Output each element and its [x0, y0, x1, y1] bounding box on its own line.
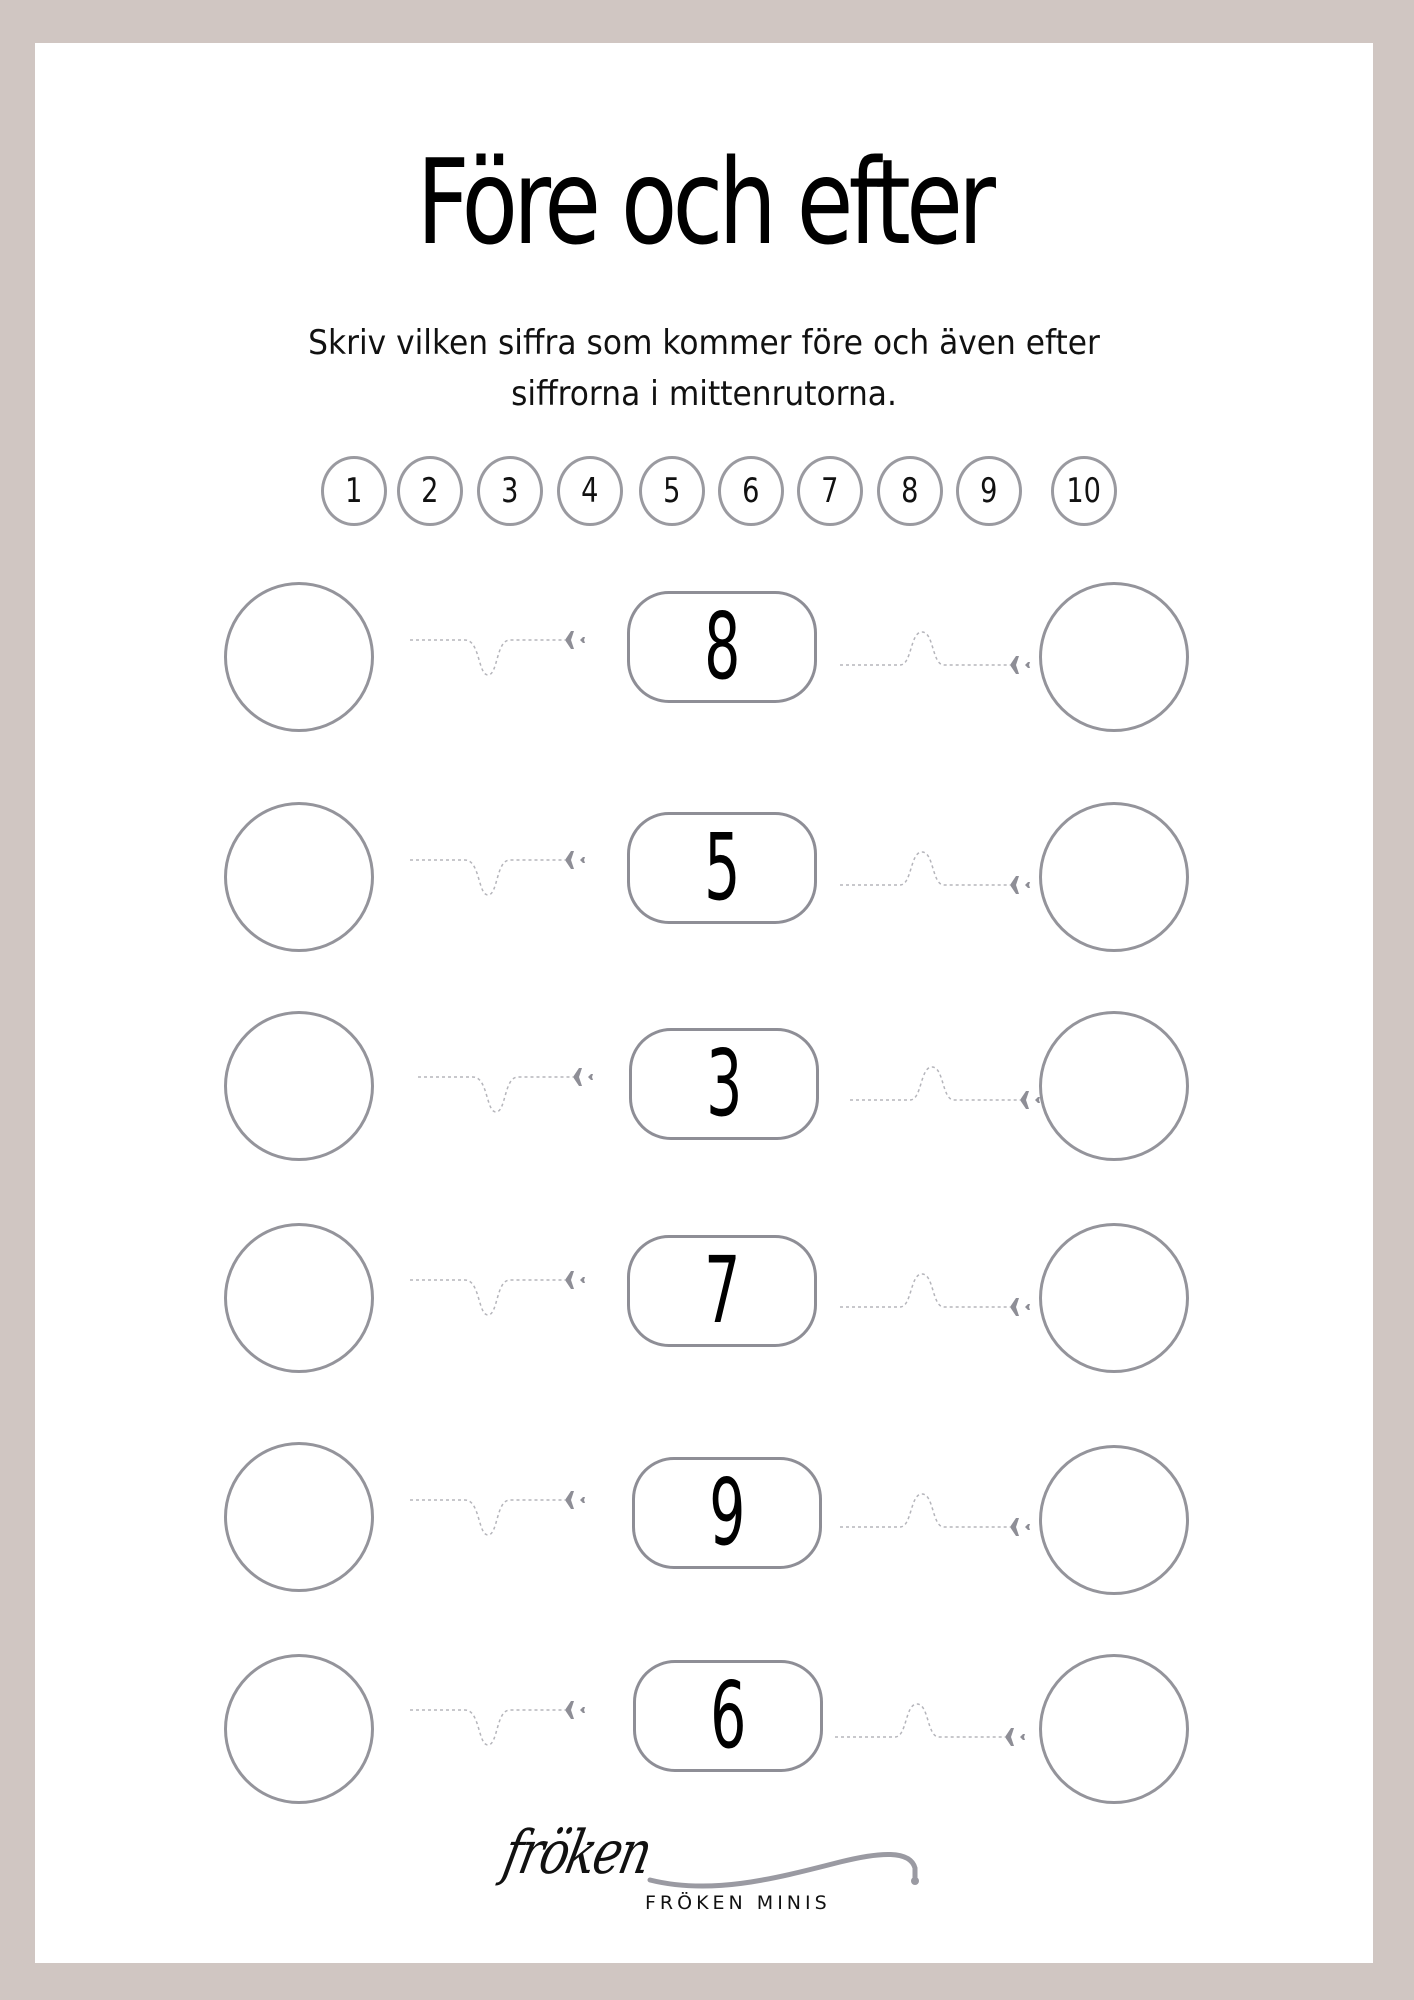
number-line-item — [477, 456, 543, 526]
middle-number: 3 — [705, 1030, 743, 1137]
number-label: 4 — [581, 471, 599, 511]
number-label: 1 — [345, 471, 363, 511]
number-line-item — [877, 456, 943, 526]
number-label: 8 — [901, 471, 919, 511]
middle-number: 6 — [709, 1662, 747, 1769]
dotted-path-airplane-icon — [840, 840, 1030, 900]
before-answer-circle[interactable] — [224, 1654, 374, 1804]
middle-number-box — [627, 591, 817, 703]
number-label: 5 — [663, 471, 681, 511]
number-label: 9 — [980, 471, 998, 511]
instructions-line-2: siffrorna i mittenrutorna. — [511, 374, 897, 414]
number-line-item — [397, 456, 463, 526]
before-answer-circle[interactable] — [224, 1011, 374, 1161]
number-line-item — [956, 456, 1022, 526]
dotted-path-airplane-icon — [410, 1480, 590, 1540]
middle-number-box — [627, 812, 817, 924]
dotted-path-airplane-icon — [410, 840, 590, 900]
middle-number: 9 — [708, 1459, 746, 1566]
instructions-line-1: Skriv vilken siffra som kommer före och även efter — [308, 323, 1100, 363]
after-answer-circle[interactable] — [1039, 1445, 1189, 1595]
number-line-item — [797, 456, 863, 526]
logo-script-text: fröken — [497, 1818, 657, 1888]
number-line-item — [1051, 456, 1117, 526]
middle-number-box — [629, 1028, 819, 1140]
page-title: Före och efter — [416, 133, 992, 271]
dotted-path-airplane-icon — [835, 1692, 1025, 1752]
number-line-item — [718, 456, 784, 526]
brand-logo — [450, 1800, 950, 1940]
logo-brand-text: FRÖKEN MINIS — [645, 1892, 831, 1914]
middle-number: 7 — [703, 1237, 741, 1344]
before-answer-circle[interactable] — [224, 582, 374, 732]
number-label: 2 — [421, 471, 439, 511]
dotted-path-airplane-icon — [840, 1482, 1030, 1542]
dotted-path-airplane-icon — [410, 1690, 590, 1750]
after-answer-circle[interactable] — [1039, 1011, 1189, 1161]
dotted-path-airplane-icon — [418, 1057, 598, 1117]
number-line-item — [557, 456, 623, 526]
after-answer-circle[interactable] — [1039, 1223, 1189, 1373]
after-answer-circle[interactable] — [1039, 1654, 1189, 1804]
after-answer-circle[interactable] — [1039, 582, 1189, 732]
middle-number: 8 — [703, 593, 741, 700]
middle-number: 5 — [703, 814, 741, 921]
middle-number-box — [627, 1235, 817, 1347]
number-label: 10 — [1066, 471, 1102, 511]
middle-number-box — [632, 1457, 822, 1569]
number-label: 6 — [742, 471, 760, 511]
dotted-path-airplane-icon — [840, 1262, 1030, 1322]
dotted-path-airplane-icon — [840, 620, 1030, 680]
before-answer-circle[interactable] — [224, 802, 374, 952]
dotted-path-airplane-icon — [410, 1260, 590, 1320]
after-answer-circle[interactable] — [1039, 802, 1189, 952]
number-line-item — [321, 456, 387, 526]
dotted-path-airplane-icon — [850, 1055, 1040, 1115]
instructions — [35, 318, 1373, 420]
dotted-path-airplane-icon — [410, 620, 590, 680]
number-label: 7 — [821, 471, 839, 511]
number-label: 3 — [501, 471, 519, 511]
number-line-item — [639, 456, 705, 526]
before-answer-circle[interactable] — [224, 1442, 374, 1592]
before-answer-circle[interactable] — [224, 1223, 374, 1373]
middle-number-box — [633, 1660, 823, 1772]
